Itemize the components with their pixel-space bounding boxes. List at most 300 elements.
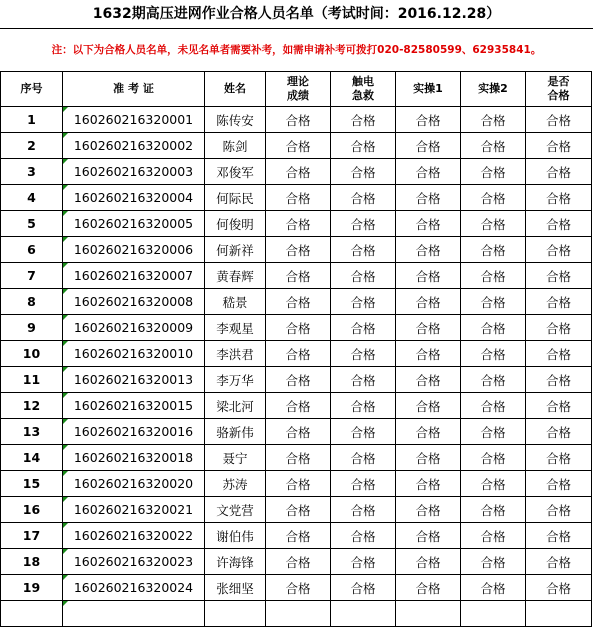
cell-text: 合格 [480,242,506,258]
cell-no[interactable] [1,289,63,315]
cell-no[interactable] [1,159,63,185]
cell-exam-id[interactable] [63,497,205,523]
cell-practice2[interactable] [461,263,526,289]
cell-text: 3 [27,164,36,179]
cell-text: 合格 [350,398,376,414]
cell-rescue[interactable] [331,211,396,237]
cell-pass[interactable] [526,575,592,601]
cell-exam-id[interactable] [63,289,205,315]
cell-practice1[interactable] [396,185,461,211]
cell-text: 15 [22,476,41,491]
cell-practice1[interactable] [396,263,461,289]
table-row [1,497,592,523]
cell-pass[interactable] [526,185,592,211]
column-header-pass[interactable]: 是否 合格 [526,72,592,107]
cell-practice1[interactable] [396,497,461,523]
cell-text: 合格 [480,190,506,206]
cell-theory[interactable] [266,445,331,471]
cell-text: 合格 [545,320,571,336]
cell-theory[interactable] [266,523,331,549]
cell-text: 合格 [415,268,441,284]
cell-text: 苏涛 [222,476,248,492]
cell-practice1[interactable] [396,419,461,445]
cell-text: 合格 [480,164,506,180]
cell-no[interactable] [1,419,63,445]
cell-name[interactable] [205,289,266,315]
cell-no[interactable] [1,185,63,211]
table-row [1,315,592,341]
cell-text: 合格 [415,294,441,310]
cell-text: 合格 [480,398,506,414]
cell-text: 合格 [415,424,441,440]
cell-text: 陈传安 [216,112,254,128]
cell-practice1[interactable] [396,601,461,627]
cell-practice2[interactable] [461,523,526,549]
cell-rescue[interactable] [331,133,396,159]
cell-no[interactable] [1,601,63,627]
cell-text: 合格 [415,372,441,388]
text-number-marker-icon [63,523,68,528]
text-number-marker-icon [63,367,68,372]
cell-rescue[interactable] [331,367,396,393]
cell-practice2[interactable] [461,107,526,133]
table-row [1,237,592,263]
cell-no[interactable] [1,341,63,367]
cell-pass[interactable] [526,315,592,341]
cell-name[interactable] [205,419,266,445]
cell-theory[interactable] [266,575,331,601]
cell-rescue[interactable] [331,549,396,575]
cell-pass[interactable] [526,445,592,471]
cell-text: 何际民 [216,190,254,206]
cell-practice1[interactable] [396,393,461,419]
cell-name[interactable] [205,523,266,549]
cell-rescue[interactable] [331,419,396,445]
cell-text: 合格 [480,528,506,544]
cell-text: 合格 [415,112,441,128]
cell-exam-id[interactable] [63,419,205,445]
cell-practice2[interactable] [461,445,526,471]
cell-text: 何新祥 [216,242,254,258]
cell-text: 合格 [285,424,311,440]
cell-text: 11 [22,372,41,387]
cell-practice2[interactable] [461,133,526,159]
cell-text: 合格 [285,398,311,414]
cell-text: 合格 [350,450,376,466]
text-number-marker-icon [63,497,68,502]
cell-practice1[interactable] [396,549,461,575]
cell-text: 160260216320009 [73,320,194,335]
cell-name[interactable] [205,237,266,263]
cell-theory[interactable] [266,393,331,419]
cell-text: 梁北河 [216,398,254,414]
column-header-practice1[interactable]: 实操1 [396,72,461,107]
cell-practice2[interactable] [461,315,526,341]
cell-practice1[interactable] [396,445,461,471]
cell-practice1[interactable] [396,341,461,367]
cell-text: 合格 [480,450,506,466]
cell-text: 合格 [415,554,441,570]
cell-no[interactable] [1,575,63,601]
cell-rescue[interactable] [331,471,396,497]
cell-practice1[interactable] [396,159,461,185]
cell-pass[interactable] [526,393,592,419]
cell-rescue[interactable] [331,289,396,315]
cell-no[interactable] [1,315,63,341]
cell-text: 合格 [545,112,571,128]
cell-text: 合格 [545,502,571,518]
cell-text: 合格 [350,112,376,128]
table-row [1,601,592,627]
cell-text: 合格 [285,554,311,570]
cell-text: 6 [27,242,36,257]
cell-pass[interactable] [526,471,592,497]
cell-pass[interactable] [526,159,592,185]
cell-text: 合格 [545,294,571,310]
cell-text: 合格 [285,502,311,518]
cell-text: 合格 [350,372,376,388]
cell-pass[interactable] [526,263,592,289]
cell-text: 合格 [415,216,441,232]
cell-exam-id[interactable] [63,393,205,419]
cell-rescue[interactable] [331,341,396,367]
cell-text: 合格 [350,554,376,570]
cell-no[interactable] [1,497,63,523]
cell-text: 160260216320022 [73,528,194,543]
table-row [1,549,592,575]
cell-pass[interactable] [526,419,592,445]
cell-text: 合格 [350,528,376,544]
cell-name[interactable] [205,133,266,159]
cell-theory[interactable] [266,497,331,523]
cell-text: 合格 [545,346,571,362]
cell-text: 合格 [480,580,506,596]
column-header-no[interactable]: 序号 [1,72,63,107]
cell-no[interactable] [1,237,63,263]
cell-name[interactable] [205,185,266,211]
cell-text: 合格 [545,476,571,492]
cell-practice2[interactable] [461,289,526,315]
cell-name[interactable] [205,341,266,367]
cell-practice2[interactable] [461,601,526,627]
cell-text: 谢伯伟 [216,528,254,544]
cell-no[interactable] [1,549,63,575]
cell-text: 合格 [415,346,441,362]
cell-rescue[interactable] [331,315,396,341]
cell-text: 合格 [415,450,441,466]
cell-pass[interactable] [526,133,592,159]
cell-exam-id[interactable] [63,159,205,185]
cell-text: 10 [22,346,41,361]
table-row [1,107,592,133]
cell-practice2[interactable] [461,549,526,575]
table-row [1,393,592,419]
cell-text: 合格 [545,216,571,232]
cell-exam-id[interactable] [63,601,205,627]
cell-text: 文党营 [216,502,254,518]
cell-pass[interactable] [526,341,592,367]
cell-text: 合格 [285,476,311,492]
cell-theory[interactable] [266,315,331,341]
table-row [1,289,592,315]
cell-text: 160260216320007 [73,268,194,283]
cell-name[interactable] [205,445,266,471]
cell-theory[interactable] [266,419,331,445]
cell-exam-id[interactable] [63,211,205,237]
cell-text: 合格 [285,580,311,596]
cell-name[interactable] [205,549,266,575]
cell-text: 合格 [350,268,376,284]
cell-practice2[interactable] [461,237,526,263]
cell-name[interactable] [205,471,266,497]
cell-no[interactable] [1,107,63,133]
cell-no[interactable] [1,393,63,419]
cell-text: 合格 [480,346,506,362]
cell-text: 合格 [415,476,441,492]
cell-text: 合格 [415,190,441,206]
cell-text: 160260216320008 [73,294,194,309]
cell-practice1[interactable] [396,107,461,133]
cell-pass[interactable] [526,549,592,575]
cell-text: 黄春辉 [216,268,254,284]
cell-text: 骆新伟 [216,424,254,440]
cell-rescue[interactable] [331,263,396,289]
cell-text: 合格 [480,554,506,570]
table-row [1,133,592,159]
cell-rescue[interactable] [331,575,396,601]
cell-pass[interactable] [526,107,592,133]
cell-practice1[interactable] [396,289,461,315]
cell-practice1[interactable] [396,523,461,549]
cell-text: 许海锋 [216,554,254,570]
cell-text: 17 [22,528,41,543]
column-header-exam-id[interactable]: 准 考 证 [63,72,205,107]
cell-theory[interactable] [266,367,331,393]
cell-exam-id[interactable] [63,107,205,133]
text-number-marker-icon [63,341,68,346]
cell-theory[interactable] [266,341,331,367]
cell-practice1[interactable] [396,237,461,263]
cell-no[interactable] [1,263,63,289]
cell-text: 合格 [285,242,311,258]
cell-text: 160260216320001 [73,112,194,127]
cell-name[interactable] [205,367,266,393]
cell-exam-id[interactable] [63,523,205,549]
cell-practice2[interactable] [461,393,526,419]
column-header-name[interactable]: 姓名 [205,72,266,107]
cell-pass[interactable] [526,367,592,393]
cell-practice2[interactable] [461,367,526,393]
cell-exam-id[interactable] [63,133,205,159]
text-number-marker-icon [63,159,68,164]
cell-exam-id[interactable] [63,575,205,601]
cell-no[interactable] [1,211,63,237]
text-number-marker-icon [63,575,68,580]
cell-exam-id[interactable] [63,263,205,289]
cell-no[interactable] [1,133,63,159]
cell-rescue[interactable] [331,523,396,549]
cell-no[interactable] [1,445,63,471]
cell-practice1[interactable] [396,133,461,159]
cell-exam-id[interactable] [63,315,205,341]
cell-rescue[interactable] [331,601,396,627]
cell-rescue[interactable] [331,237,396,263]
cell-text: 合格 [545,372,571,388]
cell-theory[interactable] [266,237,331,263]
cell-text: 合格 [285,450,311,466]
cell-text: 合格 [545,528,571,544]
cell-practice1[interactable] [396,315,461,341]
cell-text: 合格 [480,112,506,128]
cell-pass[interactable] [526,497,592,523]
cell-theory[interactable] [266,263,331,289]
cell-text: 合格 [285,528,311,544]
cell-no[interactable] [1,471,63,497]
cell-text: 12 [22,398,41,413]
cell-text: 合格 [285,216,311,232]
cell-rescue[interactable] [331,497,396,523]
cell-exam-id[interactable] [63,237,205,263]
cell-practice2[interactable] [461,185,526,211]
cell-theory[interactable] [266,133,331,159]
cell-rescue[interactable] [331,445,396,471]
cell-text: 合格 [350,242,376,258]
cell-theory[interactable] [266,289,331,315]
cell-text: 13 [22,424,41,439]
cell-theory[interactable] [266,471,331,497]
cell-text: 合格 [285,164,311,180]
cell-text: 2 [27,138,36,153]
cell-name[interactable] [205,393,266,419]
cell-name[interactable] [205,159,266,185]
text-number-marker-icon [63,419,68,424]
cell-text: 合格 [350,502,376,518]
text-number-marker-icon [63,185,68,190]
cell-text: 合格 [415,138,441,154]
cell-text: 合格 [350,346,376,362]
cell-no[interactable] [1,523,63,549]
cell-name[interactable] [205,107,266,133]
cell-practice2[interactable] [461,341,526,367]
cell-text: 合格 [480,502,506,518]
cell-practice2[interactable] [461,471,526,497]
cell-text: 合格 [480,372,506,388]
cell-rescue[interactable] [331,159,396,185]
column-header-rescue[interactable]: 触电 急救 [331,72,396,107]
cell-theory[interactable] [266,549,331,575]
cell-rescue[interactable] [331,393,396,419]
cell-rescue[interactable] [331,107,396,133]
cell-name[interactable] [205,211,266,237]
cell-text: 李观星 [216,320,254,336]
cell-text: 合格 [350,580,376,596]
cell-theory[interactable] [266,107,331,133]
notice-text: 注：以下为合格人员名单，未见名单者需要补考，如需申请补考可拨打020-82580599、62935841。 [51,44,542,56]
cell-text: 合格 [545,268,571,284]
cell-text: 160260216320021 [73,502,194,517]
cell-text: 合格 [480,424,506,440]
table-row [1,185,592,211]
cell-text: 合格 [415,502,441,518]
cell-theory[interactable] [266,185,331,211]
cell-name[interactable] [205,315,266,341]
cell-pass[interactable] [526,289,592,315]
cell-name[interactable] [205,263,266,289]
cell-practice2[interactable] [461,419,526,445]
cell-practice1[interactable] [396,211,461,237]
cell-text: 5 [27,216,36,231]
cell-text: 16 [22,502,41,517]
cell-text: 160260216320004 [73,190,194,205]
cell-pass[interactable] [526,523,592,549]
cell-text: 李万华 [216,372,254,388]
cell-practice1[interactable] [396,367,461,393]
cell-text: 合格 [285,294,311,310]
cell-text: 160260216320018 [73,450,194,465]
cell-name[interactable] [205,497,266,523]
cell-text: 合格 [480,216,506,232]
cell-exam-id[interactable] [63,445,205,471]
cell-pass[interactable] [526,237,592,263]
cell-text: 聂宁 [222,450,248,466]
cell-exam-id[interactable] [63,549,205,575]
cell-no[interactable] [1,367,63,393]
text-number-marker-icon [63,107,68,112]
cell-exam-id[interactable] [63,341,205,367]
cell-name[interactable] [205,601,266,627]
cell-practice2[interactable] [461,575,526,601]
cell-pass[interactable] [526,211,592,237]
cell-theory[interactable] [266,159,331,185]
table-row [1,341,592,367]
cell-text: 合格 [415,320,441,336]
cell-practice2[interactable] [461,159,526,185]
text-number-marker-icon [63,263,68,268]
text-number-marker-icon [63,393,68,398]
cell-practice2[interactable] [461,211,526,237]
cell-text: 160260216320006 [73,242,194,257]
cell-exam-id[interactable] [63,367,205,393]
cell-text: 合格 [350,138,376,154]
cell-text: 160260216320010 [73,346,194,361]
cell-practice2[interactable] [461,497,526,523]
cell-theory[interactable] [266,601,331,627]
document-title: 1632期高压进网作业合格人员名单（考试时间：2016.12.28） [0,0,593,29]
cell-text: 4 [27,190,36,205]
cell-name[interactable] [205,575,266,601]
cell-text: 160260216320016 [73,424,194,439]
column-header-practice2[interactable]: 实操2 [461,72,526,107]
cell-text: 合格 [350,216,376,232]
cell-text: 合格 [480,476,506,492]
cell-text: 合格 [480,320,506,336]
cell-exam-id[interactable] [63,185,205,211]
cell-text: 嵇景 [222,294,248,310]
cell-text: 陈剑 [222,138,248,154]
cell-practice1[interactable] [396,471,461,497]
table-row [1,211,592,237]
cell-pass[interactable] [526,601,592,627]
cell-text: 合格 [285,372,311,388]
column-header-theory[interactable]: 理论 成绩 [266,72,331,107]
cell-rescue[interactable] [331,185,396,211]
cell-text: 合格 [545,138,571,154]
cell-exam-id[interactable] [63,471,205,497]
cell-text: 18 [22,554,41,569]
cell-practice1[interactable] [396,575,461,601]
text-number-marker-icon [63,237,68,242]
cell-theory[interactable] [266,211,331,237]
